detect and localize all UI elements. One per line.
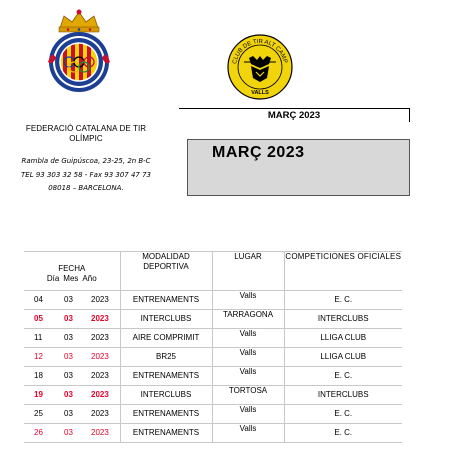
- table-row: [24, 348, 402, 367]
- month-title-bar: MARÇ 2023: [179, 108, 410, 122]
- date-cell: [24, 329, 120, 348]
- header-fecha-label: FECHA: [58, 264, 86, 273]
- modalidad-cell: ENTRENAMENTS: [120, 367, 212, 386]
- header-mes: Mes: [63, 274, 79, 283]
- lugar-cell: Valls: [212, 424, 284, 443]
- competicion-cell: INTERCLUBS: [284, 386, 402, 405]
- modalidad-cell: AIRE COMPRIMIT: [120, 329, 212, 348]
- federation-name-line: OLÍMPIC: [69, 134, 103, 143]
- date-cell: [24, 424, 120, 443]
- lugar-cell: Valls: [212, 348, 284, 367]
- modalidad-cell: ENTRENAMENTS: [120, 291, 212, 310]
- year-value: 2023: [91, 333, 109, 342]
- address-line: TEL 93 303 32 58 - Fax 93 307 47 73: [21, 170, 151, 179]
- date-cell: [24, 386, 120, 405]
- date-cell: [24, 405, 120, 424]
- competicion-cell: E. C.: [284, 291, 402, 310]
- federation-name: [14, 124, 158, 144]
- year-value: 2023: [91, 371, 109, 380]
- address-line: Rambla de Guipúscoa, 23-25, 2n B-C: [21, 157, 151, 165]
- federation-name-line: FEDERACIÓ CATALANA DE TIR: [25, 124, 147, 133]
- competicion-cell: LLIGA CLUB: [284, 348, 402, 367]
- table-row: [24, 291, 402, 310]
- lugar-cell: TORTOSA: [212, 386, 284, 405]
- header-any: Año: [82, 274, 97, 283]
- day-value: 25: [34, 409, 43, 418]
- federation-crest-icon: [46, 8, 112, 96]
- year-value: 2023: [91, 409, 109, 418]
- table-row: [24, 424, 402, 443]
- month-title: MARÇ 2023: [212, 144, 305, 161]
- competicion-cell: E. C.: [284, 367, 402, 386]
- table-row: [24, 367, 402, 386]
- header-date-parts: [24, 274, 120, 283]
- calendar-table: [24, 251, 402, 443]
- modalidad-cell: INTERCLUBS: [120, 310, 212, 329]
- date-cell: [24, 348, 120, 367]
- modalidad-cell: ENTRENAMENTS: [120, 405, 212, 424]
- header-modalidad: [120, 252, 212, 291]
- year-value: 2023: [91, 295, 109, 304]
- day-value: 04: [34, 295, 43, 304]
- year-value: 2023: [91, 390, 109, 399]
- modalidad-cell: BR25: [120, 348, 212, 367]
- month-value: 03: [64, 333, 73, 342]
- lugar-cell: Valls: [212, 367, 284, 386]
- svg-text:VALLS: VALLS: [251, 90, 269, 96]
- day-value: 11: [34, 333, 43, 342]
- day-value: 12: [34, 352, 43, 361]
- day-value: 19: [34, 390, 43, 399]
- header-modalidad-line: DEPORTIVA: [143, 262, 189, 271]
- header-fecha: [24, 252, 120, 291]
- competicion-cell: E. C.: [284, 405, 402, 424]
- table-header-row: [24, 252, 402, 291]
- modalidad-cell: INTERCLUBS: [120, 386, 212, 405]
- table-row: [24, 329, 402, 348]
- header-modalidad-line: MODALIDAD: [142, 252, 190, 261]
- competicion-cell: E. C.: [284, 424, 402, 443]
- header-competiciones: COMPETICIONES OFICIALES: [284, 252, 402, 291]
- date-cell: [24, 310, 120, 329]
- club-crest-icon: [227, 34, 293, 100]
- header-dia: Día: [46, 274, 60, 283]
- table-row: [24, 310, 402, 329]
- lugar-cell: Valls: [212, 405, 284, 424]
- table-row: [24, 386, 402, 405]
- date-cell: [24, 367, 120, 386]
- competicion-cell: LLIGA CLUB: [284, 329, 402, 348]
- header-lugar: LUGAR: [212, 252, 284, 291]
- day-value: 18: [34, 371, 43, 380]
- month-value: 03: [64, 352, 73, 361]
- date-cell: [24, 291, 120, 310]
- month-value: 03: [64, 295, 73, 304]
- lugar-cell: Valls: [212, 329, 284, 348]
- month-value: 03: [64, 428, 73, 437]
- month-value: 03: [64, 371, 73, 380]
- month-value: 03: [64, 314, 73, 323]
- federation-address: [14, 155, 158, 196]
- lugar-cell: Valls: [212, 291, 284, 310]
- lugar-cell: TARRAGONA: [212, 310, 284, 329]
- competicion-cell: INTERCLUBS: [284, 310, 402, 329]
- table-row: [24, 405, 402, 424]
- modalidad-cell: ENTRENAMENTS: [120, 424, 212, 443]
- month-value: 03: [64, 409, 73, 418]
- day-value: 26: [34, 428, 43, 437]
- year-value: 2023: [91, 314, 109, 323]
- day-value: 05: [34, 314, 43, 323]
- year-value: 2023: [91, 352, 109, 361]
- month-value: 03: [64, 390, 73, 399]
- year-value: 2023: [91, 428, 109, 437]
- address-line: 08018 – BARCELONA.: [48, 184, 124, 192]
- month-title-box: [187, 139, 410, 196]
- svg-text:CLUB DE TIR ALT CAMP: CLUB DE TIR ALT CAMP: [232, 38, 288, 65]
